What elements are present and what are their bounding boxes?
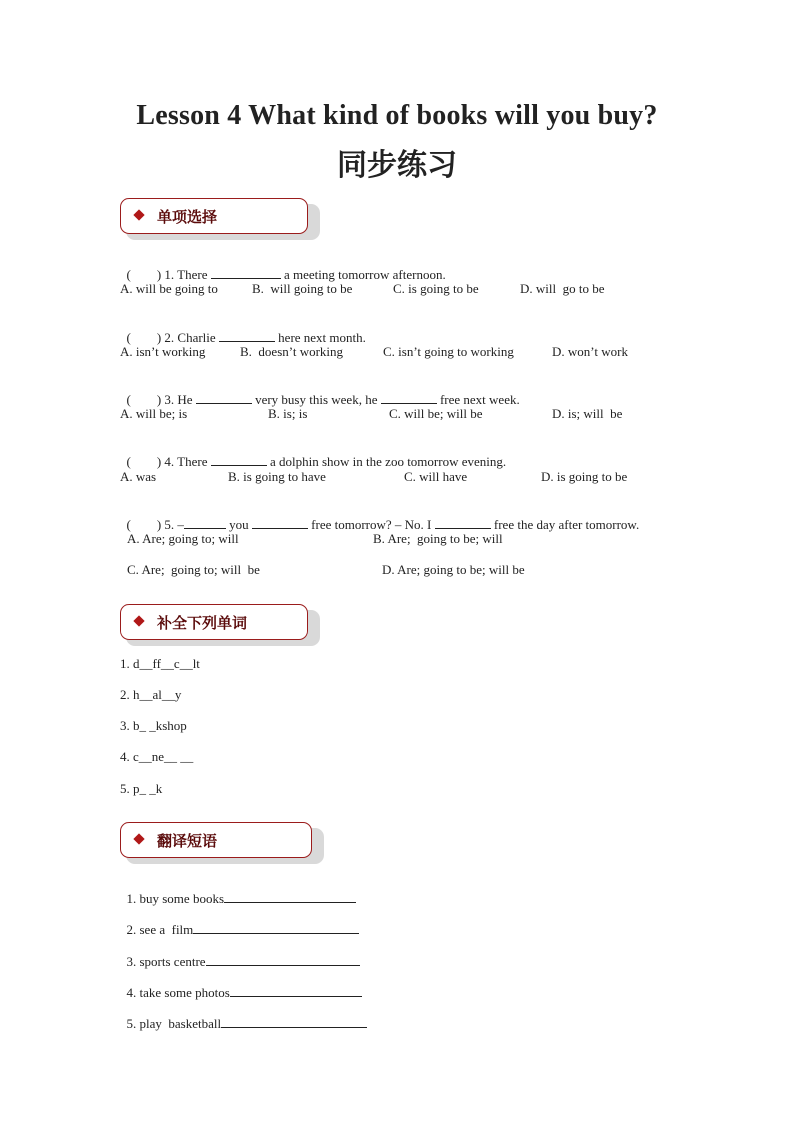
- answer-blank: [211, 266, 281, 279]
- section-header-1: [120, 198, 308, 234]
- answer-blank: [221, 1015, 367, 1028]
- question-4: ( ) 4. There a dolphin show in the zoo tomorrow evening.: [126, 454, 507, 469]
- option: B. Are; going to be; will: [373, 531, 503, 546]
- list-item: 2. h__al__y: [120, 687, 182, 702]
- option: D. is; will be: [552, 406, 623, 421]
- page-subtitle: 同步练习: [337, 148, 457, 183]
- section-heading-1: 单项选择: [157, 208, 218, 226]
- diamond-icon: [133, 833, 144, 844]
- section-heading-3: 翻译短语: [157, 832, 218, 850]
- option: B. is going to have: [228, 469, 326, 484]
- list-item: 3. b_ _kshop: [120, 718, 187, 733]
- answer-blank: [224, 890, 356, 903]
- question-1: ( ) 1. There a meeting tomorrow afternoon.: [126, 267, 446, 282]
- answer-blank: [435, 516, 491, 529]
- section-header-2: [120, 604, 308, 640]
- answer-blank: [184, 516, 226, 529]
- answer-blank: [219, 329, 275, 342]
- list-item: 5. p_ _k: [120, 781, 163, 796]
- list-item: 1. buy some books: [120, 874, 356, 907]
- diamond-icon: [133, 209, 144, 220]
- option: B. is; is: [268, 406, 308, 421]
- option: A. Are; going to; will: [127, 531, 239, 546]
- option: A. isn’t working: [120, 344, 206, 359]
- option: C. Are; going to; will be: [127, 562, 260, 577]
- diamond-icon: [133, 615, 144, 626]
- list-item: 4. take some photos: [120, 968, 362, 1001]
- option: B. doesn’t working: [240, 344, 344, 359]
- question-3: ( ) 3. He very busy this week, he free next week.: [126, 392, 520, 407]
- answer-blank: [230, 984, 362, 997]
- answer-blank: [252, 516, 308, 529]
- option: C. is going to be: [393, 281, 479, 296]
- option: C. will have: [404, 469, 468, 484]
- option: D. will go to be: [520, 281, 605, 296]
- answer-blank: [211, 453, 267, 466]
- list-item: 1. d__ff__c__lt: [120, 656, 200, 671]
- option: D. is going to be: [541, 469, 628, 484]
- list-item: 5. play basketball: [120, 999, 367, 1032]
- answer-blank: [196, 391, 252, 404]
- option: B. will going to be: [252, 281, 353, 296]
- question-5: ( ) 5. – you free tomorrow? – No. I free the day after tomorrow.: [126, 517, 640, 532]
- page-title: Lesson 4 What kind of books will you buy?: [136, 100, 658, 131]
- option: A. will be; is: [120, 406, 188, 421]
- list-item: 4. c__ne__ __: [120, 749, 194, 764]
- option: D. won’t work: [552, 344, 628, 359]
- answer-blank: [381, 391, 437, 404]
- option: A. will be going to: [120, 281, 218, 296]
- option: C. will be; will be: [389, 406, 483, 421]
- option: A. was: [120, 469, 157, 484]
- section-heading-2: 补全下列单词: [157, 614, 248, 632]
- question-2: ( ) 2. Charlie here next month.: [126, 330, 366, 345]
- answer-blank: [193, 921, 359, 934]
- section-header-3: [120, 822, 312, 858]
- list-item: 2. see a film: [120, 905, 359, 938]
- option: D. Are; going to be; will be: [382, 562, 525, 577]
- option: C. isn’t going to working: [383, 344, 514, 359]
- answer-blank: [206, 953, 360, 966]
- list-item: 3. sports centre: [120, 937, 360, 970]
